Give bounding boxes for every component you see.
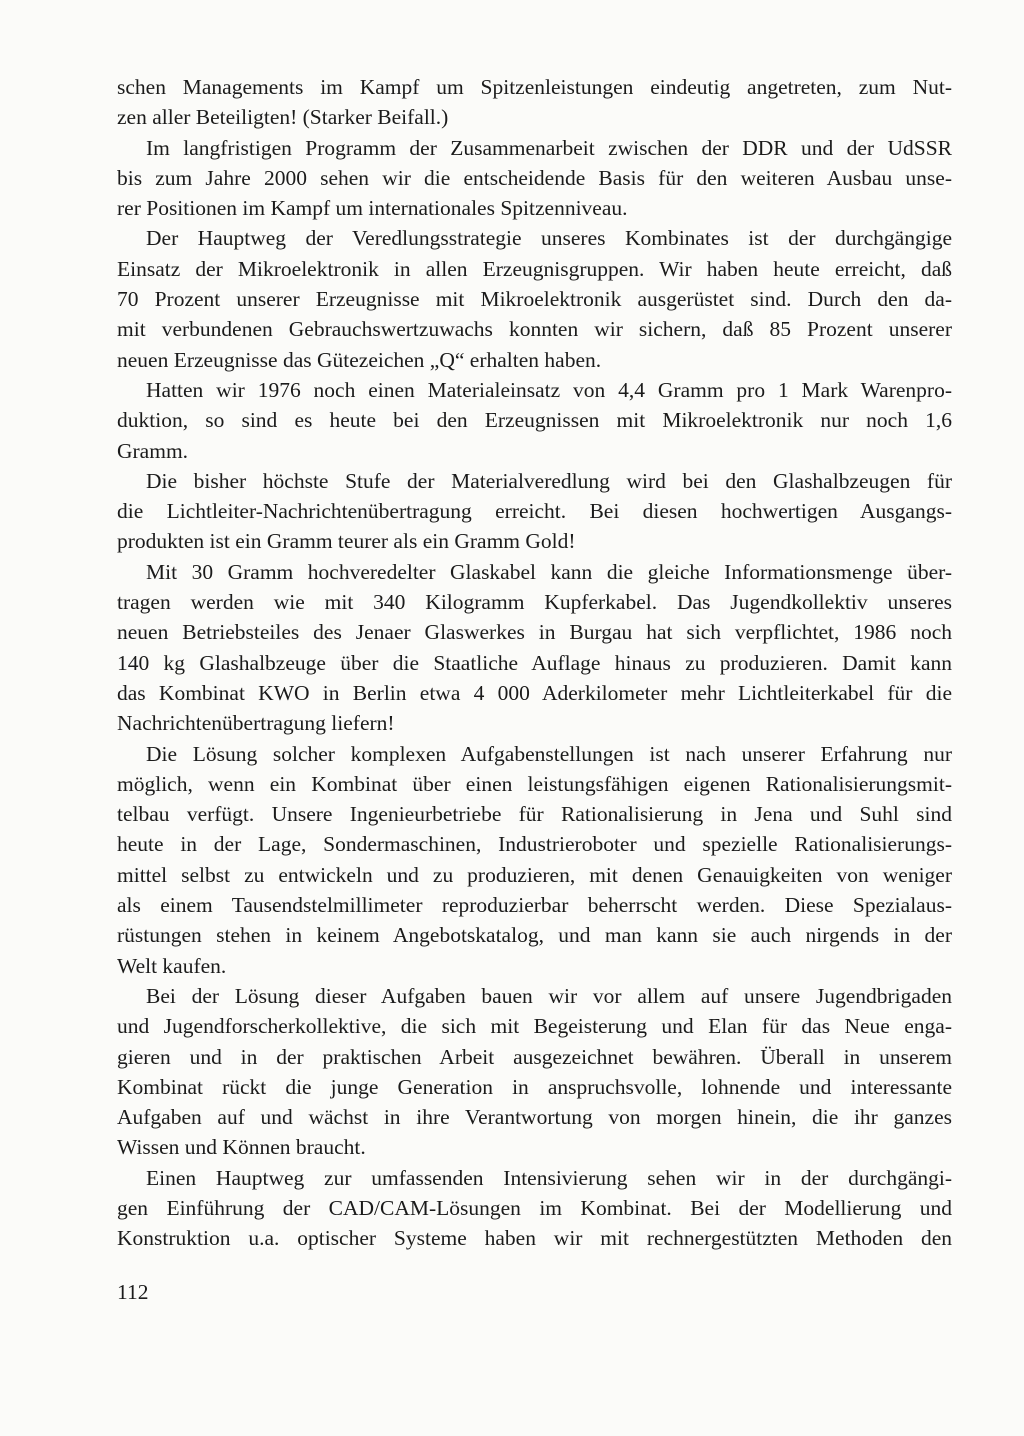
text-line: die Lichtleiter-Nachrichtenübertragung erreicht. Bei diesen hochwertigen Ausgangs- <box>117 499 952 524</box>
text-line: Aufgaben auf und wächst in ihre Verantwortung von morgen hinein, die ihr ganzes <box>117 1105 952 1130</box>
text-line: bis zum Jahre 2000 sehen wir die entscheidende Basis für den weiteren Ausbau unse- <box>117 165 952 190</box>
text-line: Wissen und Können braucht. <box>117 1135 366 1160</box>
text-line: mittel selbst zu entwickeln und zu produzieren, mit denen Genauigkeiten von weniger <box>117 862 952 887</box>
text-line: rüstungen stehen in keinem Angebotskatalog, und man kann sie auch nirgends in der <box>117 923 952 948</box>
text-line: 70 Prozent unserer Erzeugnisse mit Mikroelektronik ausgerüstet sind. Durch den da- <box>117 287 952 312</box>
text-line: Welt kaufen. <box>117 953 227 978</box>
body-text <box>117 72 952 1254</box>
text-line: möglich, wenn ein Kombinat über einen leistungsfähigen eigenen Rationalisierungsmit- <box>117 771 952 796</box>
text-line: als einem Tausendstelmillimeter reproduzierbar beherrscht werden. Diese Spezialaus- <box>117 893 952 918</box>
text-line: Gramm. <box>117 438 189 463</box>
text-line: neuen Betriebsteiles des Jenaer Glaswerkes in Burgau hat sich verpflichtet, 1986 noch <box>117 620 952 645</box>
text-line: Im langfristigen Programm der Zusammenarbeit zwischen der DDR und der UdSSR <box>146 135 952 160</box>
text-line: 140 kg Glashalbzeuge über die Staatliche Auflage hinaus zu produzieren. Damit kann <box>117 650 952 675</box>
page-number: 112 <box>117 1280 149 1304</box>
text-line: gieren und in der praktischen Arbeit ausgezeichnet bewähren. Überall in unserem <box>117 1044 952 1069</box>
text-line: heute in der Lage, Sondermaschinen, Industrieroboter und spezielle Rationalisierungs- <box>117 832 952 857</box>
text-line: mit verbundenen Gebrauchswertzuwachs konnten wir sichern, daß 85 Prozent unserer <box>117 317 952 342</box>
text-line: Hatten wir 1976 noch einen Materialeinsatz von 4,4 Gramm pro 1 Mark Warenpro- <box>146 377 952 402</box>
text-line: Einsatz der Mikroelektronik in allen Erzeugnisgruppen. Wir haben heute erreicht, daß <box>117 256 952 281</box>
text-line: Die Lösung solcher komplexen Aufgabenstellungen ist nach unserer Erfahrung nur <box>146 741 952 766</box>
text-line: Bei der Lösung dieser Aufgaben bauen wir vor allem auf unsere Jugendbrigaden <box>146 983 952 1008</box>
text-line: Nachrichtenübertragung liefern! <box>117 711 395 736</box>
text-line: Die bisher höchste Stufe der Materialveredlung wird bei den Glashalbzeugen für <box>146 468 952 493</box>
text-line: neuen Erzeugnisse das Gütezeichen „Q“ erhalten haben. <box>117 347 602 372</box>
text-line: gen Einführung der CAD/CAM-Lösungen im Kombinat. Bei der Modellierung und <box>117 1195 952 1220</box>
text-line: duktion, so sind es heute bei den Erzeugnissen mit Mikroelektronik nur noch 1,6 <box>117 408 952 433</box>
text-line: Konstruktion u.a. optischer Systeme haben wir mit rechnergestützten Methoden den <box>117 1226 952 1251</box>
text-line: schen Managements im Kampf um Spitzenleistungen eindeutig angetreten, zum Nut- <box>117 75 952 99</box>
text-line: rer Positionen im Kampf um internationales Spitzenniveau. <box>117 196 628 221</box>
text-line: produkten ist ein Gramm teurer als ein Gramm Gold! <box>117 529 576 554</box>
text-line: Mit 30 Gramm hochveredelter Glaskabel kann die gleiche Informationsmenge über- <box>146 559 952 584</box>
text-line: tragen werden wie mit 340 Kilogramm Kupferkabel. Das Jugendkollektiv unseres <box>117 590 952 615</box>
text-line: und Jugendforscherkollektive, die sich mit Begeisterung und Elan für das Neue enga- <box>117 1014 952 1039</box>
text-line: Einen Hauptweg zur umfassenden Intensivierung sehen wir in der durchgängi- <box>146 1165 952 1190</box>
text-line: Kombinat rückt die junge Generation in anspruchsvolle, lohnende und interessante <box>117 1074 952 1099</box>
text-line: telbau verfügt. Unsere Ingenieurbetriebe für Rationalisierung in Jena und Suhl sind <box>117 802 952 827</box>
text-line: das Kombinat KWO in Berlin etwa 4 000 Aderkilometer mehr Lichtleiterkabel für die <box>117 680 952 705</box>
text-line: Der Hauptweg der Veredlungsstrategie unseres Kombinates ist der durchgängige <box>146 226 952 251</box>
text-line: zen aller Beteiligten! (Starker Beifall.) <box>117 105 449 130</box>
